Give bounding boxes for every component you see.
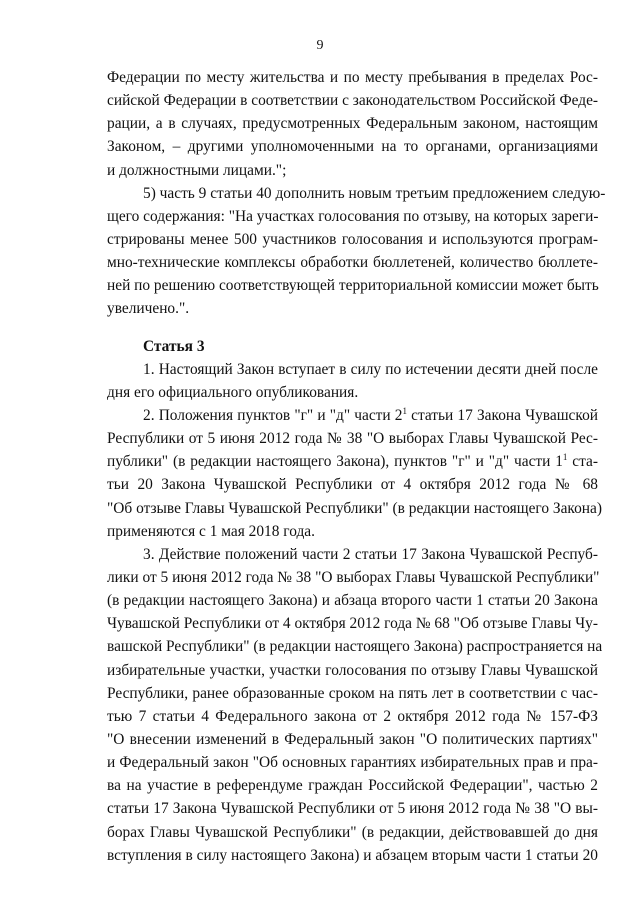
text-line: ней по решению соответствующей территориальной комиссии может быть xyxy=(107,277,599,295)
text-line: увеличено.". xyxy=(107,300,190,318)
text-line: Федерации по месту жительства и по месту пребывания в пределах Рос- xyxy=(107,69,598,86)
paragraph-item-5 xyxy=(107,182,606,321)
text-line xyxy=(107,404,598,427)
text-line: тьи 20 Закона Чувашской Республики от 4 октября 2012 года № 68 xyxy=(107,476,598,494)
text-line: и Федеральный закон "Об основных гарантиях избирательных прав и пра- xyxy=(107,754,598,772)
text-line: ва на участие в референдуме граждан Российской Федерации", частью 2 xyxy=(107,777,598,795)
text-line: применяются с 1 мая 2018 года. xyxy=(107,522,315,540)
text-line: лики от 5 июня 2012 года № 38 "О выборах Главы Чувашской Республики" xyxy=(107,568,600,586)
text-line: 3. Действие положений части 2 статьи 17 Закона Чувашской Респуб- xyxy=(143,545,598,563)
text-segment: 2. Положения пунктов "г" и "д" части 2 xyxy=(143,406,403,424)
text-line: рации, а в случаях, предусмотренных Федеральным законом, настоящим xyxy=(107,115,598,133)
paragraph-article3-part3 xyxy=(107,543,603,867)
paragraph-continuation xyxy=(107,66,598,182)
text-line: статьи 17 Закона Чувашской Республики от 5 июня 2012 года № 38 "О вы- xyxy=(107,800,598,818)
text-line: "О внесении изменений в Федеральный закон "О политических партиях" xyxy=(107,730,598,748)
paragraph-article3-part2 xyxy=(107,404,602,543)
text-line: (в редакции настоящего Закона) и абзаца второго части 1 статьи 20 Закона xyxy=(107,592,598,610)
text-line: стрированы менее 500 участников голосования и используются програм- xyxy=(107,230,598,248)
text-line: 5) часть 9 статьи 40 дополнить новым третьим предложением следую- xyxy=(143,184,606,202)
text-segment: статьи 17 Закона Чувашской xyxy=(406,406,598,424)
text-line: сийской Федерации в соответствии с законодательством Российской Феде- xyxy=(107,92,599,110)
text-line: 1. Настоящий Закон вступает в силу по истечении десяти дней после xyxy=(143,360,598,378)
text-line: борах Главы Чувашской Республики" (в редакции, действовавшей до дня xyxy=(107,823,598,841)
text-line: Республики, ранее образованные сроком на пять лет в соответствии с час- xyxy=(107,684,598,702)
text-line: дня его официального опубликования. xyxy=(107,383,359,401)
superscript: 1 xyxy=(562,452,568,463)
text-line: и должностными лицами."; xyxy=(107,161,287,179)
text-line: вступления в силу настоящего Закона) и абзацем вторым части 1 статьи 20 xyxy=(107,846,598,864)
text-line: щего содержания: "На участках голосования по отзыву, на которых зареги- xyxy=(107,207,599,225)
text-line: избирательные участки, участки голосования по отзыву Главы Чувашской xyxy=(107,661,598,679)
text-line: "Об отзыве Главы Чувашской Республики" (в редакции настоящего Закона) xyxy=(107,499,602,517)
text-line: мно-технические комплексы обработки бюллетеней, количество бюллете- xyxy=(107,254,598,272)
document-body xyxy=(107,66,606,867)
text-line: Чувашской Республики от 4 октября 2012 года № 68 "Об отзыве Главы Чу- xyxy=(107,615,598,633)
text-line: Законом, – другими уполномоченными на то органами, организациями xyxy=(107,138,598,156)
text-line: тью 7 статьи 4 Федерального закона от 2 октября 2012 года № 157-ФЗ xyxy=(107,707,598,725)
text-line xyxy=(107,450,598,473)
text-line: Республики от 5 июня 2012 года № 38 "О выборах Главы Чувашской Рес- xyxy=(107,430,598,448)
superscript: 1 xyxy=(402,405,407,416)
article-heading: Статья 3 xyxy=(143,337,205,355)
page-number: 9 xyxy=(316,38,324,53)
text-line: вашской Республики" (в редакции настоящего Закона) распространяется на xyxy=(107,638,603,656)
text-segment: публики" (в редакции настоящего Закона), пунктов "г" и "д" части 1 xyxy=(107,453,563,471)
text-segment: ста- xyxy=(567,453,598,471)
paragraph-article3-part1 xyxy=(107,358,598,404)
